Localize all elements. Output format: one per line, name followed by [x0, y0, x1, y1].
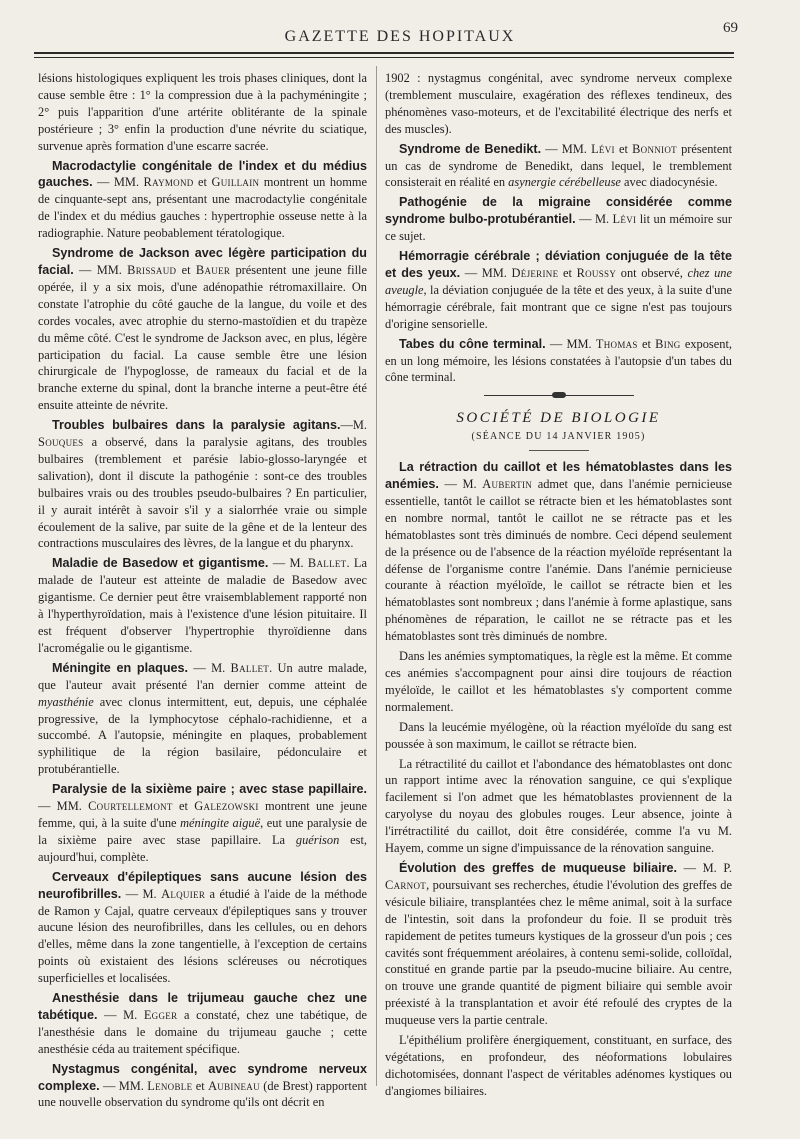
- column-divider: [376, 66, 377, 1086]
- paragraph: Hémorragie cérébrale ; déviation conjuguée de la tête et des yeux. — MM. Déjerine et Roussy ont observé, chez une aveugle, la déviation conjuguée de la tête et des yeux, à la suite d'une hémorragie cérébrale, fait montrant que ce signe n'est pas toujours d'origine sensorielle.: [385, 249, 732, 331]
- article-heading: Maladie de Basedow et gigantisme.: [52, 556, 269, 571]
- author-name: Brissaud: [127, 262, 177, 277]
- article-heading: Hémorragie cérébrale ; déviation conjuguée de la tête et des yeux.: [385, 249, 732, 280]
- article-heading: Macrodactylie congénitale de l'index et du médius gauches.: [38, 158, 367, 190]
- author-name: Thomas: [595, 336, 638, 351]
- article-heading: Tabes du cône terminal.: [399, 336, 546, 351]
- author-name: Lenoble: [147, 1078, 193, 1093]
- article-heading: Méningite en plaques.: [52, 660, 189, 675]
- paragraph: Paralysie de la sixième paire ; avec stase papillaire. — MM. Courtellemont et Galezowski montrent une jeune femme, qui, à la suite d'une méningite aiguë, eut une paralysie de la sixième paire avec stase papillaire. La guérison est, aujourd'hui, complète.: [38, 782, 368, 864]
- article-heading: Troubles bulbaires dans la paralysie agitans.: [52, 418, 341, 433]
- running-head: GAZETTE DES HOPITAUX: [284, 28, 516, 45]
- paragraph: Tabes du cône terminal. — MM. Thomas et Bing exposent, en un long mémoire, les lésions constatées à l'autopsie d'un tabes du cône terminal.: [385, 336, 732, 385]
- section-title: SOCIÉTÉ DE BIOLOGIE: [456, 410, 661, 427]
- page-number: 69: [723, 20, 738, 36]
- author-name: Alquier: [161, 886, 206, 901]
- paragraph: La rétractilité du caillot et l'abondance des hématoblastes ont donc un rapport intime avec la rénovation sanguine, ce qui s'explique facilement si l'on admet que les hématoblastes proviennent de la caryolyse du noyau des globules rouges. Leur absence, jointe à l'irrétractilité du caillot, doit être considérée, comme l'a vu M. Hayem, comme un signe d'impuissance de la rénovation sanguine.: [385, 756, 732, 856]
- header-rule: [34, 52, 734, 58]
- paragraph: La rétraction du caillot et les hématoblastes dans les anémies. — M. Aubertin admet que, dans l'anémie pernicieuse essentielle, tantôt le caillot se rétracte bien et les hématoblastes sont en nombre normal, tantôt le caillot ne se rétracte pas et les hématoblastes sont très diminués de nombre. Ceci dépend seulement de la présence ou de l'absence de la réaction myéloïde représentant la défense de l'organisme contre l'anémie. Dans l'anémie pernicieuse courante à réaction myéloïde, le caillot se rétracte bien et les hématoblastes sont nombreux ; dans l'anémie à forme aplastique, sans phénomènes de réparation, le caillot ne se rétracte pas et les hématoblastes sont très diminués de nombre.: [385, 460, 732, 644]
- left-column: [38, 70, 367, 1114]
- author-name: Guillain: [211, 175, 260, 190]
- article-heading: Paralysie de la sixième paire ; avec stase papillaire.: [52, 782, 367, 797]
- author-name: Carnot: [385, 877, 427, 892]
- paragraph: Dans les anémies symptomatiques, la règle est la même. Et comme ces anémies s'accompagnent pour ainsi dire toujours de réaction myéloïde, le caillot et les hématoblastes s'y comportent comme normalement.: [385, 649, 732, 714]
- author-name: Courtellemont: [88, 799, 173, 814]
- author-name: Bonniot: [632, 141, 677, 156]
- author-name: Déjerine: [511, 265, 559, 280]
- paragraph: Syndrome de Jackson avec légère participation du facial. — MM. Brissaud et Bauer présentent une jeune fille opérée, il y a six mois, d'une adénopathie rétromaxillaire. On constate l'atrophie du côté gauche de la langue, du voile et des cordes vocales, avec atrophie du sterno-mastoïdien et du trapèze du même côté. C'est le syndrome de Jackson avec, en plus, légère participation du facial. La cause semble être une lésion chirurgicale de l'hypoglosse, de rameaux du facial et de la branche externe du spinal, dont la branche interne a peut-être été ensuite atteinte de névrite.: [38, 246, 367, 413]
- author-name: Bauer: [195, 262, 231, 277]
- paragraph: 1902 : nystagmus congénital, avec syndrome nerveux complexe (tremblement musculaire, exagération des réflexes tendineux, des phénomènes vaso-moteurs, et de l'excitabilité électrique des nerfs et des muscles).: [385, 71, 732, 136]
- author-name: Aubertin: [482, 477, 533, 492]
- article-heading: Cerveaux d'épileptiques sans aucune lésion des neurofibrilles.: [38, 869, 367, 901]
- article-heading: Nystagmus congénital, avec syndrome nerveux complexe.: [38, 1061, 367, 1093]
- paragraph: lésions histologiques expliquent les trois phases cliniques, dont la cause semble être : 1° la compression due à la pachyméningite ; 2° puis l'apparition d'une artérite oblitérante de la spinale postérieure ; 3° enfin la production d'une névrite du sciatique, survenue après formation d'une escarre sacrée.: [38, 71, 367, 153]
- paragraph: L'épithélium prolifère énergiquement, constituant, en surface, des végétations, en profondeur, des néoformations lobulaires dichotomisées, donnant l'aspect de véritables adénomes kystiques ou d'angiomes biliaires.: [385, 1033, 732, 1098]
- author-name: Raymond: [143, 175, 194, 190]
- author-name: Aubineau: [208, 1078, 260, 1093]
- article-heading: Syndrome de Benedikt.: [399, 141, 542, 156]
- author-name: Bing: [655, 336, 681, 351]
- article-heading: Évolution des greffes de muqueuse biliaire.: [399, 860, 677, 875]
- paragraph: Syndrome de Benedikt. — MM. Lévi et Bonniot présentent un cas de syndrome de Benedikt, dans lequel, le tremblement consisterait en réalité en asynergie cérébelleuse avec diadocynésie.: [385, 141, 733, 190]
- paragraph: Nystagmus congénital, avec syndrome nerveux complexe. — MM. Lenoble et Aubineau (de Brest) rapportent une nouvelle observation du syndrome qu'ils ont décrit en: [38, 1061, 367, 1110]
- article-heading: La rétraction du caillot et les hématoblastes dans les anémies.: [385, 460, 732, 492]
- paragraph: Anesthésie dans le trijumeau gauche chez une tabétique. — M. Egger a constaté, chez une tabétique, de l'anesthésie dans le domaine du trijumeau gauche ; cette anesthésie céda au traitement spécifique.: [38, 991, 367, 1056]
- paragraph: Dans la leucémie myélogène, où la réaction myéloïde du sang est poussée à son maximum, le caillot se rétracte bien.: [385, 719, 732, 751]
- right-column: [385, 70, 732, 1103]
- paragraph: Pathogénie de la migraine considérée comme syndrome bulbo-protubérantiel. — M. Lévi lit un mémoire sur ce sujet.: [385, 195, 732, 244]
- session-date: (SÉANCE DU 14 JANVIER 1905): [471, 431, 646, 443]
- paragraph: Troubles bulbaires dans la paralysie agitans.—M. Souques a observé, dans la paralysie agitans, des troubles bulbaires (tremblement et parésie labio-glosso-laryngée et salivation), dont il discute la pathogénie : sont-ce des troubles bulbaires vrais ou des troubles pseudo-bulbaires ? En particulier, il y aurait intérêt à savoir s'il y a sialorrhée vraie ou simple écoulement de la salive, par suite de la gêne et de la lenteur des contractions musculaires des lèvres, de la langue et du pharynx.: [38, 418, 367, 551]
- paragraph: Méningite en plaques. — M. Ballet. Un autre malade, que l'auteur avait présenté l'an dernier comme atteint de myasthénie avec clonus intermittent, eut, depuis, une céphalée progressive, de la lymphocytose céphalo-rachidienne, et a succombé. A l'autopsie, méningite en plaques, probablement syphilitique de la région basilaire, pédonculaire et protubérantielle.: [38, 660, 367, 777]
- author-name: Ballet: [307, 556, 347, 571]
- author-name: Lévi: [612, 212, 637, 227]
- author-name: Ballet: [230, 660, 270, 675]
- paragraph: Cerveaux d'épileptiques sans aucune lésion des neurofibrilles. — M. Alquier a étudié à l'aide de la méthode de Ramon y Cajal, quatre cerveaux d'épileptiques sans y trouver aucune lésion des neurofibrilles, dans les cellules, ou en dehors d'elles, même dans la zone tangentielle, à l'exception de certains points où existaient des lésions scléreuses ou nécrotiques superficielles et localisées.: [38, 869, 367, 986]
- section-rule: [529, 450, 589, 451]
- paragraph: Maladie de Basedow et gigantisme. — M. Ballet. La malade de l'auteur est atteinte de maladie de Basedow avec gigantisme. Ce dernier peut être vraisemblablement rapporté non à l'hyperthyroïdation, mais à l'existence d'une lésion pituitaire. Il est fréquent d'observer l'hypertrophie thyroïdienne dans l'acromégalie ou le gigantisme.: [38, 556, 367, 655]
- article-heading: Pathogénie de la migraine considérée comme syndrome bulbo-protubérantiel.: [385, 195, 732, 227]
- author-name: Lévi: [591, 141, 615, 156]
- author-name: Roussy: [576, 265, 617, 280]
- author-name: Galezowski: [194, 799, 259, 814]
- author-name: Egger: [143, 1007, 178, 1022]
- paragraph: Macrodactylie congénitale de l'index et du médius gauches. — MM. Raymond et Guillain montrent un homme de cinquante-sept ans, présentant une macrodactylie congénitale de l'index et du médius gauches : hypertrophie osseuse nette à la radiographie. Nature peobablement tératologique.: [38, 158, 368, 241]
- ornamental-divider: [484, 392, 634, 398]
- article-heading: Syndrome de Jackson avec légère participation du facial.: [38, 246, 367, 277]
- article-heading: Anesthésie dans le trijumeau gauche chez une tabétique.: [38, 991, 367, 1022]
- author-name: Souques: [38, 435, 84, 450]
- paragraph: Évolution des greffes de muqueuse biliaire. — M. P. Carnot, poursuivant ses recherches, étudie l'évolution des greffes de vésicule biliaire, transplantées chez le même animal, soit à la surface de l'intestin, soit dans la profondeur du foie. Il se produit très rapidement de petites tumeurs kystiques de la grosseur d'un pois ; ces cavités sont fréquemment aréolaires, à contenu semi-solide, colloïdal, constitué en grande partie par la pseudo-mucine biliaire. Au centre, on trouve une grande quantité de pigment biliaire qui semble avoir préexisté à la transplantation et avoir été refoulé des cryptes de la muqueuse vers la partie centrale.: [385, 860, 732, 1028]
